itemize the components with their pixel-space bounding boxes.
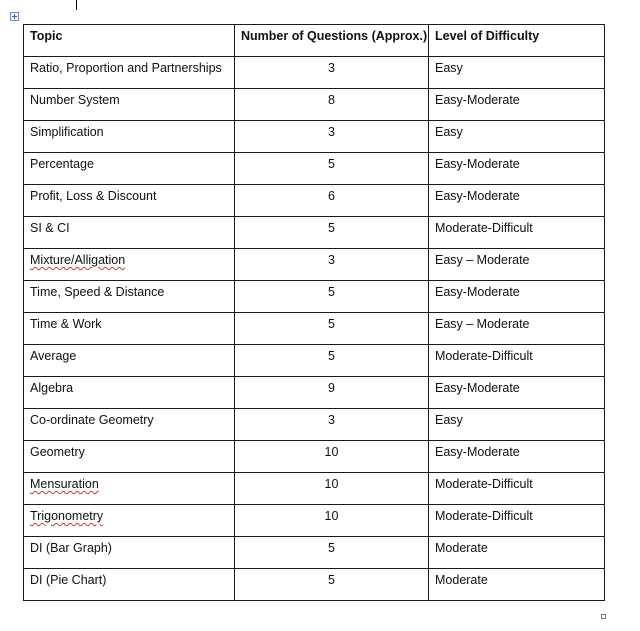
cell-topic[interactable] (24, 217, 235, 249)
table-row (24, 345, 605, 377)
cell-level-of-difficulty-text: Easy-Moderate (435, 445, 520, 459)
cell-number-of-questions[interactable] (235, 57, 429, 89)
cell-number-of-questions-text: 5 (328, 157, 335, 171)
cell-topic[interactable] (24, 473, 235, 505)
cell-level-of-difficulty-text: Moderate (435, 541, 488, 555)
cell-level-of-difficulty-text: Easy – Moderate (435, 253, 530, 267)
cell-topic-text: Average (30, 349, 77, 363)
table-row (24, 153, 605, 185)
cell-level-of-difficulty-text: Easy-Moderate (435, 157, 520, 171)
cell-number-of-questions-text: 10 (324, 445, 339, 459)
cell-number-of-questions[interactable] (235, 121, 429, 153)
table-row (24, 377, 605, 409)
cell-number-of-questions[interactable] (235, 569, 429, 601)
cell-level-of-difficulty[interactable] (429, 121, 605, 153)
cell-number-of-questions[interactable] (235, 377, 429, 409)
header-level-of-difficulty[interactable]: Level of Difficulty (429, 25, 605, 57)
cell-topic[interactable] (24, 345, 235, 377)
header-number-of-questions[interactable]: Number of Questions (Approx.) (235, 25, 429, 57)
cell-number-of-questions[interactable] (235, 441, 429, 473)
cell-number-of-questions-text: 10 (324, 509, 339, 523)
cell-level-of-difficulty-text: Easy (435, 125, 463, 139)
table-body (24, 57, 605, 601)
cell-number-of-questions[interactable] (235, 345, 429, 377)
table-row (24, 121, 605, 153)
cell-number-of-questions[interactable] (235, 537, 429, 569)
cell-level-of-difficulty-text: Easy-Moderate (435, 285, 520, 299)
cell-topic-text: Percentage (30, 157, 94, 171)
table-resize-handle[interactable] (601, 614, 606, 619)
cell-level-of-difficulty-text: Easy – Moderate (435, 317, 530, 331)
cell-level-of-difficulty-text: Easy-Moderate (435, 189, 520, 203)
cell-number-of-questions[interactable] (235, 505, 429, 537)
table-row (24, 281, 605, 313)
cell-number-of-questions[interactable] (235, 473, 429, 505)
table-move-handle-icon[interactable] (10, 12, 19, 21)
cell-topic-text: SI & CI (30, 221, 70, 235)
cell-level-of-difficulty-text: Easy-Moderate (435, 93, 520, 107)
cell-number-of-questions-text: 5 (328, 349, 335, 363)
cell-level-of-difficulty[interactable] (429, 505, 605, 537)
cell-number-of-questions-text: 5 (328, 221, 335, 235)
cell-topic[interactable] (24, 441, 235, 473)
cell-number-of-questions-text: 5 (328, 317, 335, 331)
cell-level-of-difficulty[interactable] (429, 377, 605, 409)
cell-topic[interactable] (24, 153, 235, 185)
cell-number-of-questions-text: 3 (328, 253, 335, 267)
cell-topic-text: Profit, Loss & Discount (30, 189, 157, 203)
cell-level-of-difficulty[interactable] (429, 153, 605, 185)
cell-level-of-difficulty-text: Moderate-Difficult (435, 349, 533, 363)
cell-number-of-questions[interactable] (235, 153, 429, 185)
cell-level-of-difficulty-text: Easy (435, 61, 463, 75)
cell-number-of-questions-text: 5 (328, 541, 335, 555)
cell-level-of-difficulty[interactable] (429, 345, 605, 377)
cell-level-of-difficulty[interactable] (429, 281, 605, 313)
cell-level-of-difficulty[interactable] (429, 441, 605, 473)
cell-topic[interactable] (24, 377, 235, 409)
table-header-row (24, 25, 605, 57)
cell-topic[interactable] (24, 89, 235, 121)
table-row (24, 185, 605, 217)
cell-number-of-questions-text: 9 (328, 381, 335, 395)
table-row (24, 473, 605, 505)
cell-number-of-questions-text: 6 (328, 189, 335, 203)
cell-number-of-questions-text: 5 (328, 285, 335, 299)
cell-topic-text: Mensuration (30, 477, 99, 491)
cell-level-of-difficulty[interactable] (429, 569, 605, 601)
cell-topic[interactable] (24, 249, 235, 281)
cell-topic-text: DI (Pie Chart) (30, 573, 107, 587)
cell-topic[interactable] (24, 409, 235, 441)
cell-level-of-difficulty-text: Easy (435, 413, 463, 427)
cell-number-of-questions[interactable] (235, 217, 429, 249)
cell-level-of-difficulty[interactable] (429, 185, 605, 217)
text-cursor (76, 0, 77, 10)
cell-topic[interactable] (24, 281, 235, 313)
table-row (24, 217, 605, 249)
cell-number-of-questions-text: 3 (328, 125, 335, 139)
cell-topic[interactable] (24, 185, 235, 217)
cell-topic-text: Number System (30, 93, 120, 107)
cell-topic[interactable] (24, 313, 235, 345)
cell-number-of-questions-text: 8 (328, 93, 335, 107)
cell-level-of-difficulty[interactable] (429, 409, 605, 441)
cell-topic[interactable] (24, 121, 235, 153)
cell-number-of-questions-text: 3 (328, 413, 335, 427)
table-row (24, 409, 605, 441)
cell-level-of-difficulty[interactable] (429, 217, 605, 249)
table-row (24, 537, 605, 569)
cell-topic[interactable] (24, 537, 235, 569)
table-row (24, 249, 605, 281)
cell-topic-text: Mixture/Alligation (30, 253, 126, 267)
cell-level-of-difficulty[interactable] (429, 249, 605, 281)
cell-level-of-difficulty[interactable] (429, 473, 605, 505)
cell-topic-text: Time & Work (30, 317, 102, 331)
cell-level-of-difficulty-text: Easy-Moderate (435, 381, 520, 395)
cell-number-of-questions-text: 3 (328, 61, 335, 75)
table-row (24, 569, 605, 601)
cell-topic-text: Algebra (30, 381, 74, 395)
cell-number-of-questions[interactable] (235, 313, 429, 345)
cell-number-of-questions[interactable] (235, 409, 429, 441)
cell-level-of-difficulty[interactable] (429, 89, 605, 121)
cell-level-of-difficulty-text: Moderate-Difficult (435, 477, 533, 491)
cell-level-of-difficulty-text: Moderate-Difficult (435, 509, 533, 523)
cell-number-of-questions[interactable] (235, 281, 429, 313)
table-row (24, 505, 605, 537)
cell-level-of-difficulty-text: Moderate-Difficult (435, 221, 533, 235)
cell-level-of-difficulty[interactable] (429, 57, 605, 89)
cell-topic[interactable] (24, 505, 235, 537)
cell-topic[interactable] (24, 57, 235, 89)
cell-number-of-questions[interactable] (235, 249, 429, 281)
cell-topic-text: Ratio, Proportion and Partnerships (30, 61, 222, 75)
cell-number-of-questions-text: 10 (324, 477, 339, 491)
table-row (24, 89, 605, 121)
cell-topic-text: Simplification (30, 125, 104, 139)
cell-topic-text: Time, Speed & Distance (30, 285, 165, 299)
cell-number-of-questions[interactable] (235, 185, 429, 217)
cell-topic[interactable] (24, 569, 235, 601)
cell-topic-text: Geometry (30, 445, 85, 459)
cell-level-of-difficulty-text: Moderate (435, 573, 488, 587)
table-row (24, 441, 605, 473)
cell-number-of-questions[interactable] (235, 89, 429, 121)
header-topic[interactable]: Topic (24, 25, 235, 57)
cell-level-of-difficulty[interactable] (429, 313, 605, 345)
table-row (24, 313, 605, 345)
cell-topic-text: Co-ordinate Geometry (30, 413, 154, 427)
cell-level-of-difficulty[interactable] (429, 537, 605, 569)
table-row (24, 57, 605, 89)
cell-topic-text: Trigonometry (30, 509, 104, 523)
cell-topic-text: DI (Bar Graph) (30, 541, 112, 555)
cell-number-of-questions-text: 5 (328, 573, 335, 587)
topics-table (23, 24, 605, 601)
